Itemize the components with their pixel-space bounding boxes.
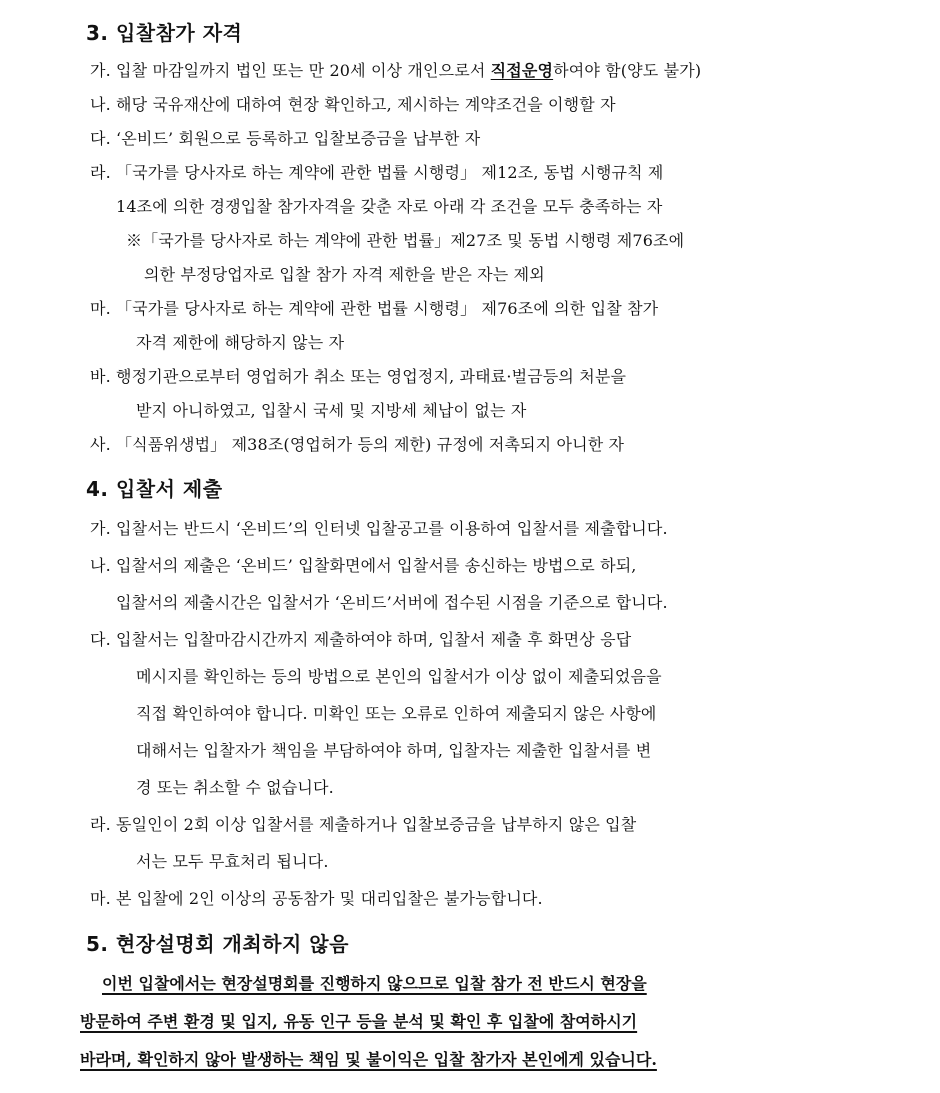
section-title: 4. 입찰서 제출 <box>86 477 223 501</box>
notice-line: 방문하여 주변 환경 및 입지, 유동 인구 등을 분석 및 확인 후 입찰에 참여하시기 <box>80 1012 638 1031</box>
item-text <box>116 156 882 292</box>
item-line: 「국가를 당사자로 하는 계약에 관한 법률 시행령」 제12조, 동법 시행규칙 제 <box>116 163 664 182</box>
item-line: 본 입찰에 2인 이상의 공동참가 및 대리입찰은 불가능합니다. <box>116 889 543 908</box>
item-text <box>116 880 882 917</box>
section-title: 5. 현장설명회 개최하지 않음 <box>86 932 349 956</box>
notice-line: 이번 입찰에서는 현장설명회를 진행하지 않으므로 입찰 참가 전 반드시 현장을 <box>102 974 647 993</box>
item-line: ‘온비드’ 회원으로 등록하고 입찰보증금을 납부한 자 <box>116 129 481 148</box>
item-line: 서는 모두 무효처리 됩니다. <box>136 852 329 871</box>
item-marker: 다. <box>90 630 111 649</box>
text-run: 하여야 함(양도 불가) <box>553 61 702 80</box>
note-line: ※「국가를 당사자로 하는 계약에 관한 법률」제27조 및 동법 시행령 제76조에 <box>126 231 685 250</box>
note-line: 의한 부정당업자로 입찰 참가 자격 제한을 받은 자는 제외 <box>144 265 545 284</box>
notice-paragraph <box>80 965 882 1079</box>
list-item <box>90 880 882 917</box>
item-line: 입찰서의 제출시간은 입찰서가 ‘온비드’서버에 접수된 시점을 기준으로 합니다. <box>116 593 668 612</box>
item-line: 대해서는 입찰자가 책임을 부담하여야 하며, 입찰자는 제출한 입찰서를 변 <box>136 741 652 760</box>
list-item <box>90 547 882 621</box>
item-text <box>116 621 882 806</box>
item-line: 입찰서는 반드시 ‘온비드’의 인터넷 입찰공고를 이용하여 입찰서를 제출합니다. <box>116 519 668 538</box>
list-item <box>90 54 882 88</box>
item-text <box>116 122 882 156</box>
list-item <box>90 621 882 806</box>
item-marker: 라. <box>90 815 111 834</box>
item-line: 14조에 의한 경쟁입찰 참가자격을 갖춘 자로 아래 각 조건을 모두 충족하는 자 <box>116 197 663 216</box>
item-line: 「식품위생법」 제38조(영업허가 등의 제한) 규정에 저촉되지 아니한 자 <box>116 435 625 454</box>
item-text <box>116 360 882 428</box>
notice-line: 바라며, 확인하지 않아 발생하는 책임 및 불이익은 입찰 참가자 본인에게 있습니다. <box>80 1050 657 1069</box>
list-item <box>90 428 882 462</box>
item-line: 행정기관으로부터 영업허가 취소 또는 영업정지, 과태료·벌금등의 처분을 <box>116 367 627 386</box>
item-line: 입찰서의 제출은 ‘온비드’ 입찰화면에서 입찰서를 송신하는 방법으로 하되, <box>116 556 637 575</box>
item-marker: 나. <box>90 95 111 114</box>
text-run: 입찰 마감일까지 법인 또는 만 20세 이상 개인으로서 <box>116 61 491 80</box>
item-text <box>116 292 882 360</box>
note <box>116 224 882 292</box>
list-item <box>90 360 882 428</box>
item-line: 직접 확인하여야 합니다. 미확인 또는 오류로 인하여 제출되지 않은 사항에 <box>136 704 657 723</box>
item-text <box>116 428 882 462</box>
item-marker: 다. <box>90 129 111 148</box>
list-item <box>90 156 882 292</box>
item-marker: 가. <box>90 519 111 538</box>
item-marker: 마. <box>90 889 111 908</box>
list-item <box>90 88 882 122</box>
section-no-site-briefing <box>80 929 882 1079</box>
list-item <box>90 806 882 880</box>
section-bid-submission <box>86 474 882 917</box>
item-text <box>116 547 882 621</box>
item-marker: 사. <box>90 435 111 454</box>
list-item <box>90 122 882 156</box>
item-line: 자격 제한에 해당하지 않는 자 <box>136 333 345 352</box>
section-bid-eligibility <box>86 18 882 462</box>
item-marker: 나. <box>90 556 111 575</box>
section-title: 3. 입찰참가 자격 <box>86 21 243 45</box>
item-line: 메시지를 확인하는 등의 방법으로 본인의 입찰서가 이상 없이 제출되었음을 <box>136 667 662 686</box>
item-marker: 바. <box>90 367 111 386</box>
item-line: 받지 아니하였고, 입찰시 국세 및 지방세 체납이 없는 자 <box>136 401 527 420</box>
item-line <box>116 54 882 88</box>
item-line: 경 또는 취소할 수 없습니다. <box>136 778 334 797</box>
item-text <box>116 806 882 880</box>
emphasized-text: 직접운영 <box>490 61 554 80</box>
item-line: 「국가를 당사자로 하는 계약에 관한 법률 시행령」 제76조에 의한 입찰 참가 <box>116 299 659 318</box>
list-item <box>90 510 882 547</box>
item-text <box>116 510 882 547</box>
list-item <box>90 292 882 360</box>
item-text <box>116 54 882 88</box>
item-text <box>116 88 882 122</box>
item-marker: 라. <box>90 163 111 182</box>
item-marker: 마. <box>90 299 111 318</box>
item-line: 해당 국유재산에 대하여 현장 확인하고, 제시하는 계약조건을 이행할 자 <box>116 95 616 114</box>
item-line: 동일인이 2회 이상 입찰서를 제출하거나 입찰보증금을 납부하지 않은 입찰 <box>116 815 637 834</box>
item-marker: 가. <box>90 61 111 80</box>
item-line: 입찰서는 입찰마감시간까지 제출하여야 하며, 입찰서 제출 후 화면상 응답 <box>116 630 632 649</box>
